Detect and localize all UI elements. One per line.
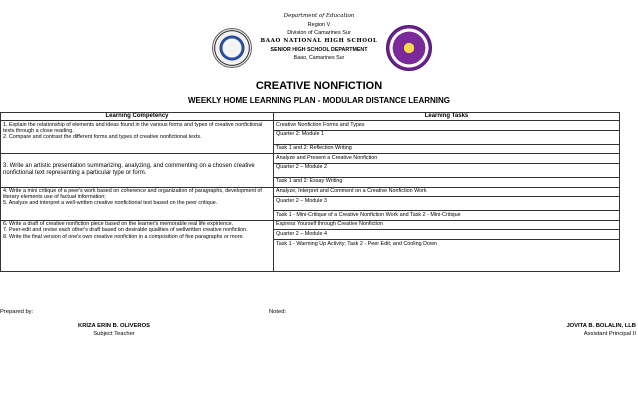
school-name: BAAO NATIONAL HIGH SCHOOL (260, 38, 378, 44)
task-cell: Quarter 2 – Module 2 (274, 163, 620, 177)
competency-item: 8. Write the final version of one's own creative nonfiction in a composition of five paragraphs or more. (3, 233, 244, 240)
principal-name: JOVITA B. BOLALIN, LLB (566, 323, 636, 329)
table-row (1, 121, 620, 131)
competency-item: 2. Compare and contrast the different forms and types of creative nonfictional texts. (3, 133, 202, 140)
teacher-name: KRIZA ERIN B. OLIVEROS (78, 323, 150, 329)
task-cell: Quarter 2 – Module 3 (274, 197, 620, 211)
task-cell: Task 1 - Mini-Critique of a Creative Nonfiction Work and Task 2 - Mini-Critique (274, 211, 620, 221)
task-cell: Analyze, Interpret and Comment on a Creative Nonfiction Work (274, 187, 620, 197)
school-address: Baao, Camarines Sur (293, 55, 345, 61)
header-tasks: Learning Tasks (274, 113, 620, 121)
task-cell: Express Yourself through Creative Nonfiction (274, 220, 620, 230)
competency-cell: 3. Write an artistic presentation summarizing, analyzing, and commenting on a chosen creative nonfictional text representing a particular type or form. (1, 154, 274, 187)
competency-cell (1, 187, 274, 220)
competency-item: 1. Explain the relationship of elements and ideas found in the various forms and types of creative nonfictional texts through a close reading. (3, 121, 263, 134)
task-cell: Task 1 and 2: Reflection Writing (274, 144, 620, 154)
learning-plan-table (0, 112, 620, 272)
task-cell: Quarter 2: Module 1 (274, 130, 620, 144)
task-cell: Creative Nonfiction Forms and Types (274, 121, 620, 131)
region-name: Region V (307, 22, 331, 28)
table-row (1, 154, 620, 164)
principal-position: Assistant Principal II (583, 331, 636, 337)
division-name: Division of Camarines Sur (287, 30, 351, 36)
document-subtitle: WEEKLY HOME LEARNING PLAN - MODULAR DISTANCE LEARNING (187, 96, 451, 105)
department-name: Department of Education (283, 13, 355, 19)
teacher-position: Subject Teacher (93, 331, 135, 337)
task-cell: Task 1 and 2: Essay Writing (274, 177, 620, 187)
table-row (1, 220, 620, 230)
competency-item: 4. Write a mini critique of a peer's work based on coherence and organization of paragraphs, development of literary elements use of factual information; (3, 188, 262, 201)
document-title: CREATIVE NONFICTION (255, 80, 383, 92)
task-cell: Quarter 2 – Module 4 (274, 230, 620, 240)
table-header-row (1, 113, 620, 121)
table-row (1, 187, 620, 197)
competency-item: 6. Write a draft of creative nonfiction piece based on the learner's memorable real life expirience. (3, 221, 234, 228)
department-unit: SENIOR HIGH SCHOOL DEPARTMENT (270, 47, 368, 53)
header-competency: Learning Competency (1, 113, 274, 121)
competency-item: 5. Analyze and interpret a well-written creative nonfictional text based on the peer critique. (3, 200, 218, 207)
competency-item: 7. Peer-edit and revise each other's draft based on desirable qualities of wellwritten creative nonfiction. (3, 227, 248, 234)
prepared-by-label: Prepared by: (0, 309, 34, 315)
competency-cell (1, 121, 274, 154)
task-cell: Analyze and Present a Creative Nonfiction (274, 154, 620, 164)
competency-cell (1, 220, 274, 271)
noted-label: Noted: (269, 309, 287, 315)
task-cell: Task 1 - Warming Up Activity; Task 2 - Peer Edit; and Cooling Down (274, 240, 620, 272)
